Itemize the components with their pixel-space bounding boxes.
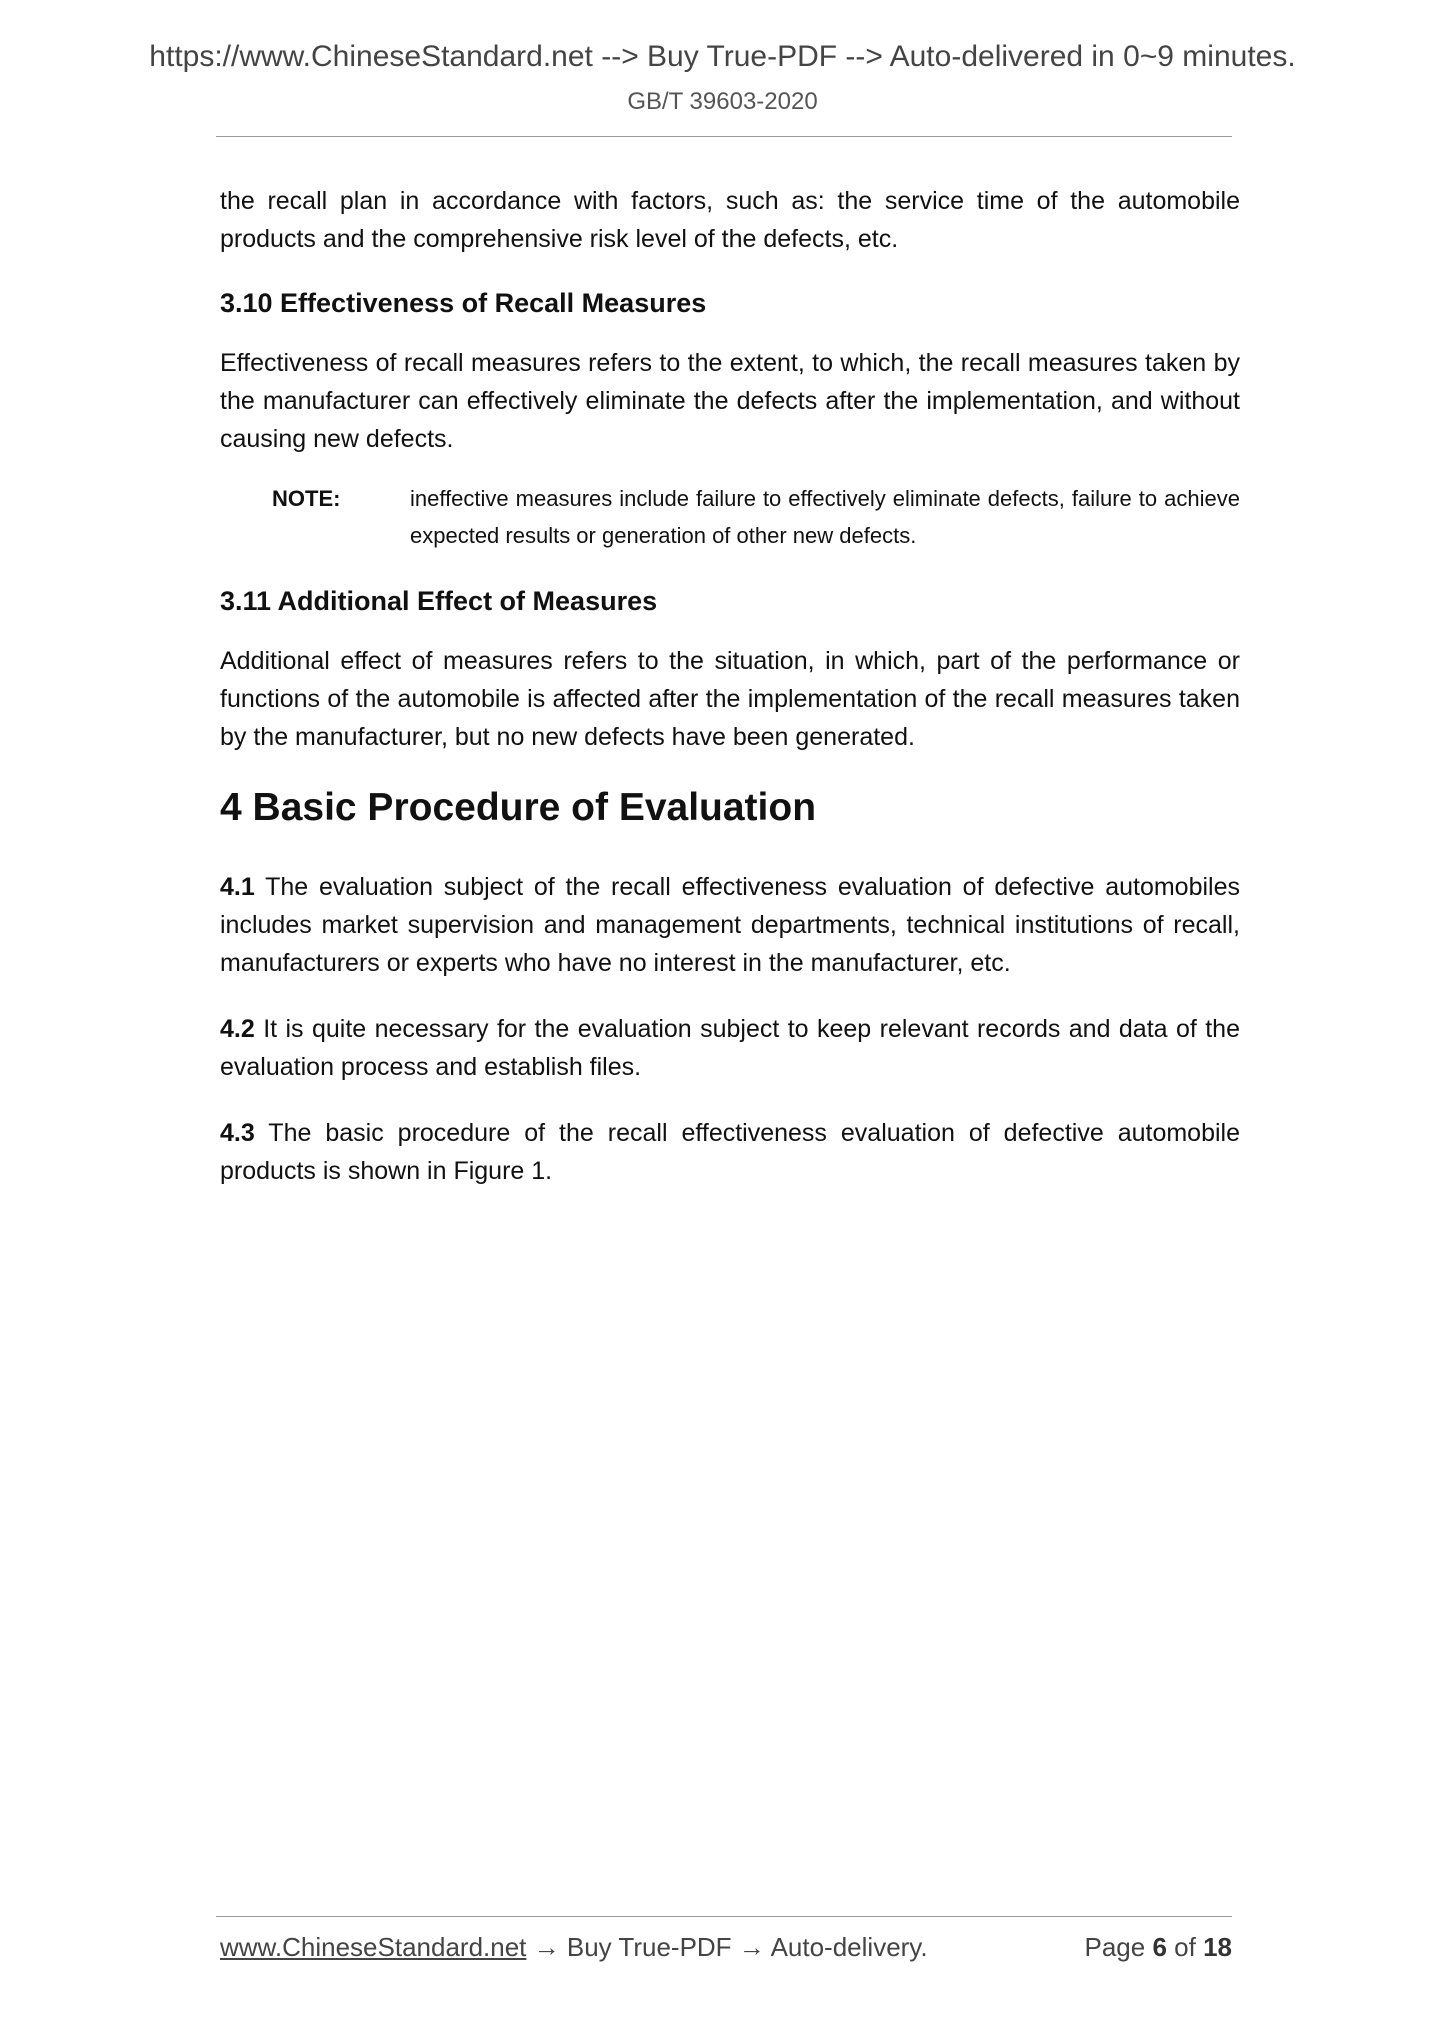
clause-4-3 [220,1114,1240,1190]
standard-number: GB/T 39603-2020 [627,88,818,115]
note-label: NOTE: [272,486,341,511]
clause-text: It is quite necessary for the evaluation subject to keep relevant records and data of the evaluation process and establish files. [220,1015,1240,1081]
section-3-10-heading: 3.10 Effectiveness of Recall Measures [220,288,707,318]
page-footer [220,1932,1232,1963]
header-divider [216,136,1232,137]
section-3-11-text: Additional effect of measures refers to the situation, in which, part of the performance or functions of the automobile is affected after the implementation of the recall measures taken by the manufacturer, but no new defects have been generated. [220,647,1240,751]
clause-number: 4.1 [220,873,255,901]
section-3-11-heading: 3.11 Additional Effect of Measures [220,586,658,616]
clause-text: The basic procedure of the recall effectiveness evaluation of defective automobile products is shown in Figure 1. [220,1119,1241,1185]
clause-4-1 [220,868,1240,982]
footer-divider [216,1916,1232,1917]
note-text: ineffective measures include failure to effectively eliminate defects, failure to achieve expected results or generation of other new defects. [410,486,1240,548]
continued-paragraph: the recall plan in accordance with factors, such as: the service time of the automobile products and the comprehensive risk level of the defects, etc. [220,187,1240,253]
current-page: 6 [1152,1932,1167,1962]
clause-text: The evaluation subject of the recall effectiveness evaluation of defective automobiles includes market supervision and management departments, technical institutions of recall, manufacturers or experts who have no interest in the manufacturer, etc. [220,873,1240,977]
of-word: of [1174,1932,1196,1962]
total-pages: 18 [1203,1932,1232,1962]
clause-number: 4.2 [220,1015,255,1043]
header-banner: https://www.ChineseStandard.net --> Buy True-PDF --> Auto-delivered in 0~9 minutes. [149,40,1296,73]
footer-site-link[interactable]: www.ChineseStandard.net [220,1932,527,1962]
note-block [272,480,1240,554]
page-indicator [1084,1932,1232,1963]
document-body [220,182,1240,1218]
page-word: Page [1084,1932,1146,1962]
clause-number: 4.3 [220,1119,255,1147]
section-4-heading: 4 Basic Procedure of Evaluation [220,786,817,829]
footer-delivery-text: → Buy True-PDF → Auto-delivery. [526,1932,928,1962]
section-3-10-text: Effectiveness of recall measures refers to the extent, to which, the recall measures taken by the manufacturer can effectively eliminate the defects after the implementation, and without causing new defects. [220,349,1240,453]
clause-4-2 [220,1010,1240,1086]
